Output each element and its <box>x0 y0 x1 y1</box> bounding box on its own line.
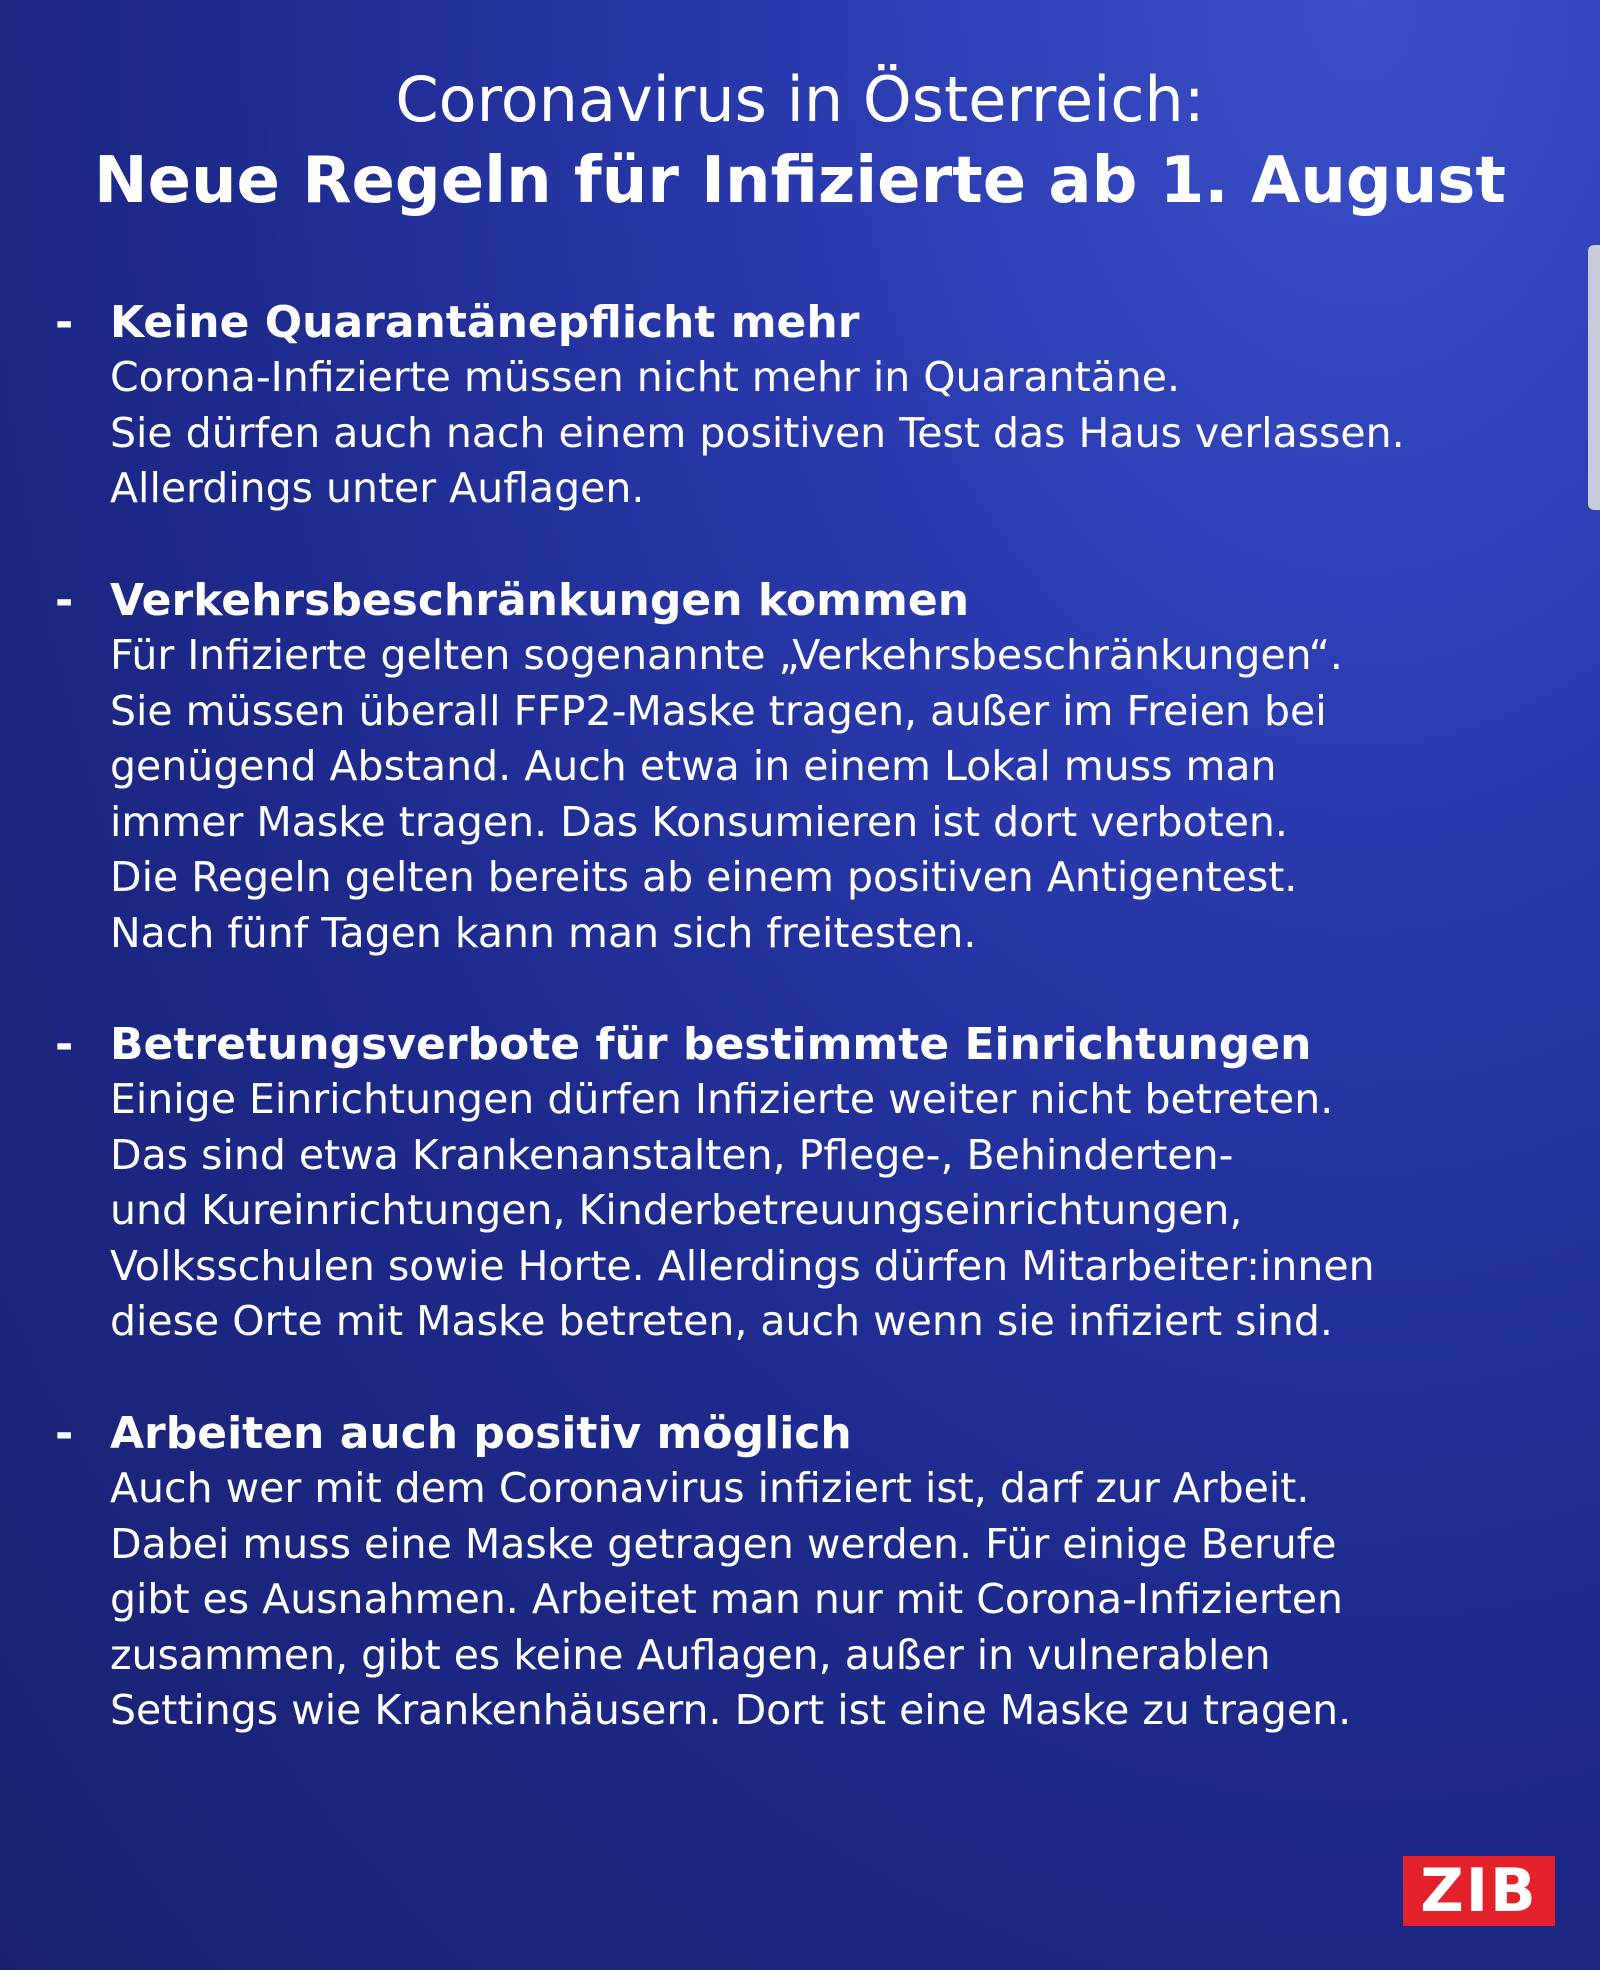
section-text-line: Volksschulen sowie Horte. Allerdings dürfen Mitarbeiter:innen <box>110 1241 1375 1290</box>
bullet-dash: - <box>55 1408 74 1459</box>
section-body <box>110 573 1570 961</box>
section-text-line: Settings wie Krankenhäusern. Dort ist eine Maske zu tragen. <box>110 1686 1352 1734</box>
page-title-line1: Coronavirus in Österreich: <box>395 63 1205 136</box>
bullet-dash: - <box>55 575 74 626</box>
section-text-line: Nach fünf Tagen kann man sich freitesten. <box>110 908 977 957</box>
section-heading: Arbeiten auch positiv möglich <box>110 1408 852 1459</box>
section-heading: Betretungsverbote für bestimmte Einrichtungen <box>110 1019 1312 1070</box>
section-text-line: und Kureinrichtungen, Kinderbetreuungseinrichtungen, <box>110 1186 1243 1234</box>
section-body <box>110 295 1570 517</box>
section-text-line: Allerdings unter Auflagen. <box>110 464 645 512</box>
section-text-line: Für Infizierte gelten sogenannte „Verkehrsbeschränkungen“. <box>110 631 1343 679</box>
bullet-dash: - <box>55 1019 74 1070</box>
section-text-line: Die Regeln gelten bereits ab einem positiven Antigentest. <box>110 853 1298 901</box>
section-body <box>110 1406 1570 1739</box>
section-text-line: Corona-Infizierte müssen nicht mehr in Quarantäne. <box>110 353 1181 401</box>
section-text-line: immer Maske tragen. Das Konsumieren ist dort verboten. <box>110 797 1288 846</box>
zib-logo <box>1403 1856 1555 1926</box>
section-heading: Verkehrsbeschränkungen kommen <box>110 575 970 626</box>
section-text-line: Dabei muss eine Maske getragen werden. Für einige Berufe <box>110 1519 1337 1568</box>
section-text-line: Auch wer mit dem Coronavirus infiziert ist, darf zur Arbeit. <box>110 1464 1310 1512</box>
section-text-line: Sie dürfen auch nach einem positiven Test das Haus verlassen. <box>110 408 1405 457</box>
section-heading: Keine Quarantänepflicht mehr <box>110 297 860 348</box>
section-body <box>110 1017 1570 1350</box>
page-header <box>0 60 1600 222</box>
section-text-line: genügend Abstand. Auch etwa in einem Lokal muss man <box>110 742 1277 790</box>
section-text-line: Sie müssen überall FFP2-Maske tragen, außer im Freien bei <box>110 686 1327 735</box>
section-text-line: Einige Einrichtungen dürfen Infizierte weiter nicht betreten. <box>110 1075 1334 1123</box>
section-text-line: zusammen, gibt es keine Auflagen, außer in vulnerablen <box>110 1630 1271 1679</box>
zib-logo-text: ZIB <box>1420 1856 1538 1926</box>
scrollbar-thumb[interactable] <box>1588 245 1600 510</box>
bullet-dash: - <box>55 297 74 348</box>
section-text-line: Das sind etwa Krankenanstalten, Pflege-, Behinderten- <box>110 1130 1234 1179</box>
section-text-line: diese Orte mit Maske betreten, auch wenn sie infiziert sind. <box>110 1297 1333 1345</box>
section-text-line: gibt es Ausnahmen. Arbeitet man nur mit Corona-Infizierten <box>110 1575 1344 1623</box>
page-title-line2: Neue Regeln für Infizierte ab 1. August <box>94 144 1506 218</box>
